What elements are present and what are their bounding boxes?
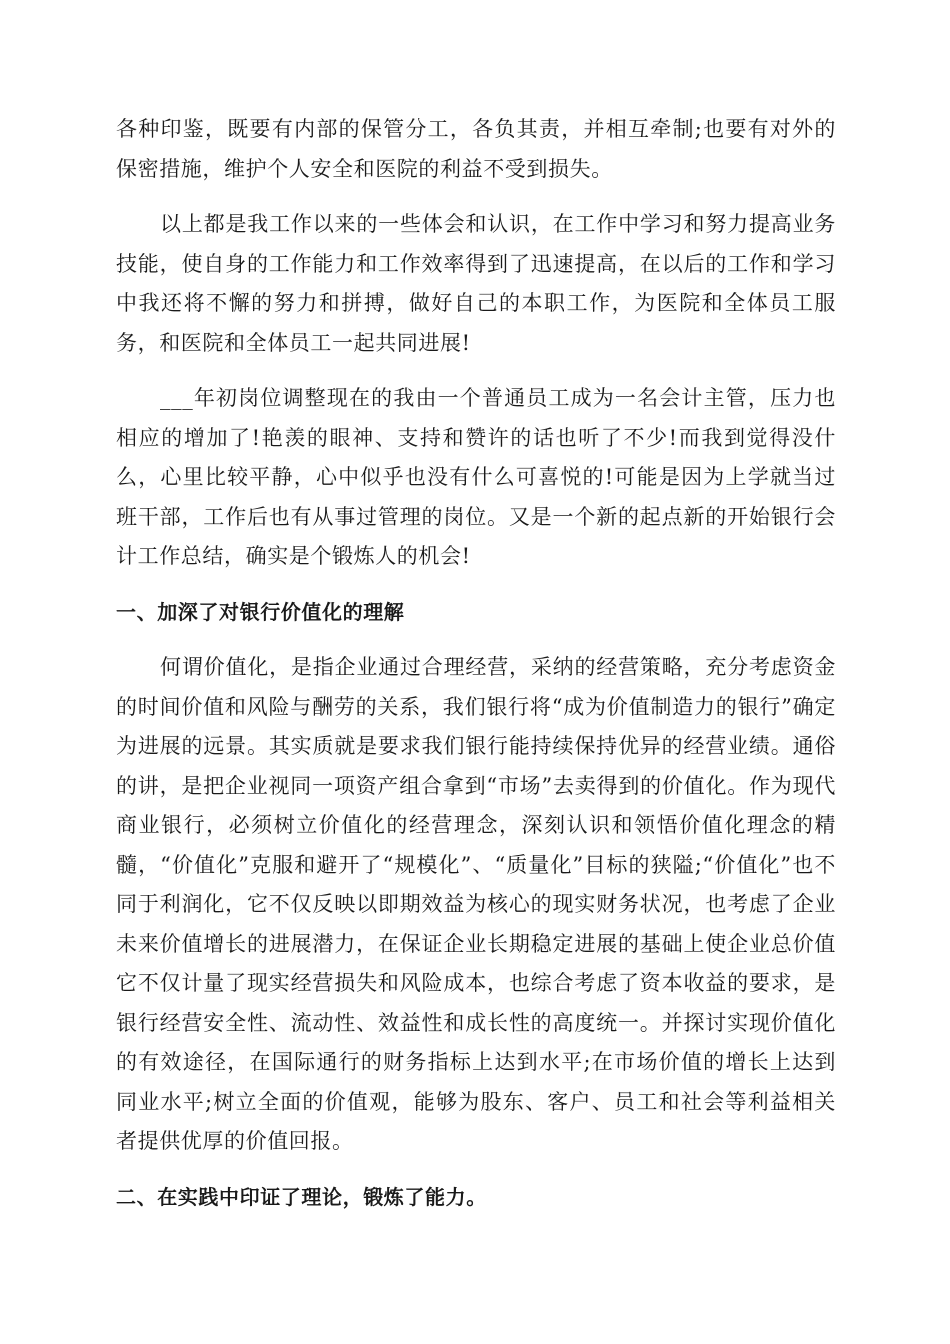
document-page [116,110,836,1217]
section-heading-1: 一、加深了对银行价值化的理解 [116,599,405,624]
paragraph-reflection: 以上都是我工作以来的一些体会和认识，在工作中学习和努力提高业务技能，使自身的工作能力和工作效率得到了迅速提高，在以后的工作和学习中我还将不懈的努力和拼搏，做好自己的本职工作，为医院和全体员工服务，和医院和全体员工一起共同进展! [116,212,836,355]
section-heading-2: 二、在实践中印证了理论，锻炼了能力。 [116,1184,487,1209]
paragraph-position-change: ___年初岗位调整现在的我由一个普通员工成为一名会计主管，压力也相应的增加了!艳羡的眼神、支持和赞许的话也听了不少!而我到觉得没什么，心里比较平静，心中似乎也没有什么可喜悦的!可能是因为上学就当过班干部，工作后也有从事过管理的岗位。又是一个新的起点新的开始银行会计工作总结，确实是个锻炼人的机会! [116,386,836,568]
paragraph-value-maximization: 何谓价值化，是指企业通过合理经营，采纳的经营策略，充分考虑资金的时间价值和风险与酬劳的关系，我们银行将“成为价值制造力的银行”确定为进展的远景。其实质就是要求我们银行能持续保持优异的经营业绩。通俗的讲，是把企业视同一项资产组合拿到“市场”去卖得到的价值化。作为现代商业银行，必须树立价值化的经营理念，深刻认识和领悟价值化理念的精髓，“价值化”克服和避开了“规模化”、“质量化”目标的狭隘;“价值化”也不同于利润化，它不仅反映以即期效益为核心的现实财务状况，也考虑了企业未来价值增长的进展潜力，在保证企业长期稳定进展的基础上使企业总价值它不仅计量了现实经营损失和风险成本，也综合考虑了资本收益的要求，是银行经营安全性、流动性、效益性和成长性的高度统一。并探讨实现价值化的有效途径，在国际通行的财务指标上达到水平;在市场价值的增长上达到同业水平;树立全面的价值观，能够为股东、客户、员工和社会等利益相关者提供优厚的价值回报。 [116,655,836,1153]
paragraph-continuation: 各种印鉴，既要有内部的保管分工，各负其责，并相互牵制;也要有对外的保密措施，维护个人安全和医院的利益不受到损失。 [116,117,836,181]
